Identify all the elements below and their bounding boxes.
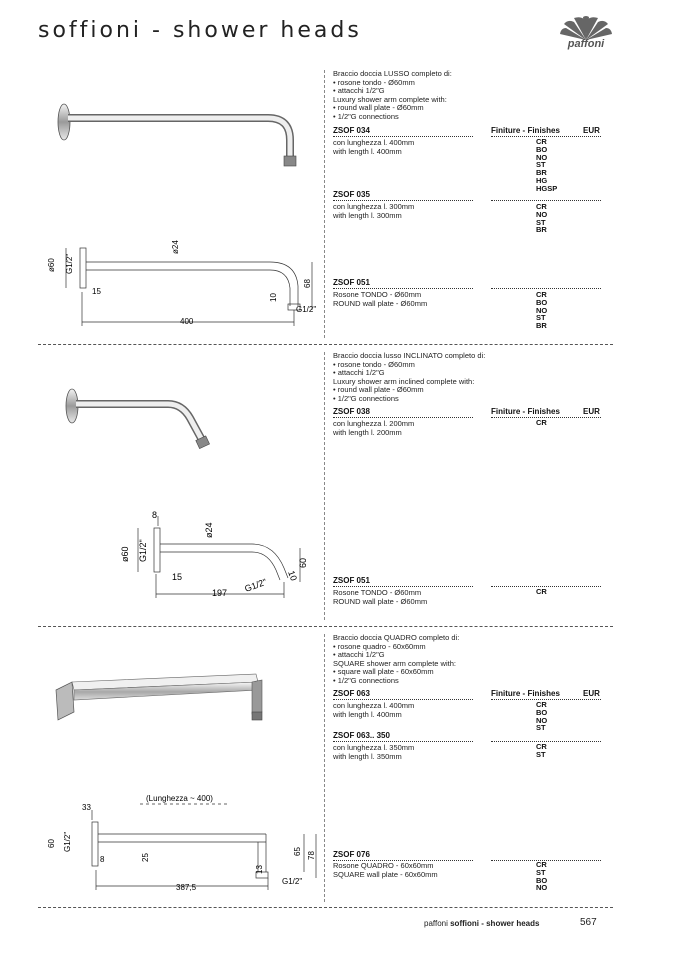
dim-length-note: (Lunghezza ~ 400) [146,794,213,803]
product-code: ZSOF 076 [333,850,370,859]
dim-plate-depth: 8 [100,855,105,864]
dim-diameter-tube: ø24 [171,240,180,254]
product-length: con lunghezza l. 400mm with length l. 400mm [333,701,415,719]
dim-diameter-tube: ø24 [204,522,214,538]
brand-logo [556,14,616,54]
finish-codes: CR BO NO ST [536,700,548,733]
dim-thread: G1/2" [63,831,72,852]
footer-label: paffoni soffioni - shower heads [424,919,540,928]
eur-header: EUR [583,689,600,698]
dim-plate-size: 60 [47,839,56,848]
dim-height: 60 [298,557,308,568]
dim-outlet-thread: G1/2" [296,305,317,314]
dim-diameter-plate: ø60 [47,258,56,272]
product-code: ZSOF 038 [333,407,370,416]
shower-arm-photo-quadro [48,660,278,732]
dim-plate-depth: 15 [172,572,183,582]
finish-codes: CR BO NO ST BR HG HGSP [536,137,558,193]
finish-codes: CR ST BO NO [536,860,548,893]
product-code: ZSOF 034 [333,126,370,135]
dim-outlet-thread: G1/2" [282,877,303,886]
dim-plate-thickness: 8 [152,510,158,520]
dim-thread: G1/2" [65,253,74,274]
product-length: Rosone TONDO - Ø60mm ROUND wall plate - Ø60mm [333,290,428,308]
finishes-header: Finiture - Finishes [491,689,560,698]
product-code: ZSOF 063.. 350 [333,731,390,740]
finish-codes: CR BO NO ST BR [536,290,548,331]
product-code: ZSOF 051 [333,278,370,287]
product-length: con lunghezza l. 350mm with length l. 350mm [333,743,415,761]
section-divider [38,344,613,345]
product-code: ZSOF 051 [333,576,370,585]
finish-codes: CR [536,418,547,427]
finish-codes: CR ST [536,742,547,759]
eur-header: EUR [583,126,600,135]
product-length: con lunghezza l. 200mm with length l. 200mm [333,419,415,437]
page-title: soffioni - shower heads [38,18,362,43]
dim-nozzle: 13 [255,865,264,874]
product-description: Braccio doccia QUADRO completo di: • rosone quadro - 60x60mm • attacchi 1/2"G SQUARE shower arm complete with: • square wall plate - 60x60mm • 1/2"G connections [333,633,460,685]
finishes-header: Finiture - Finishes [491,407,560,416]
technical-drawing-inclinato [112,506,312,602]
dim-diameter-plate: ø60 [120,546,130,562]
eur-header: EUR [583,407,600,416]
product-code: ZSOF 035 [333,190,370,199]
product-code: ZSOF 063 [333,689,370,698]
dim-length: 400 [180,317,194,326]
page-number: 567 [580,917,597,928]
logo-wordmark: paffoni [567,38,605,50]
column-divider [324,352,325,620]
dim-thread: G1/2" [138,539,148,562]
dim-length: 387,5 [176,883,197,892]
dim-outlet-thread: G1/2" [243,576,269,594]
finishes-header: Finiture - Finishes [491,126,560,135]
product-description: Braccio doccia lusso INCLINATO completo di: • rosone tondo - Ø60mm • attacchi 1/2"G Luxury shower arm inclined complete with: • round wall plate - Ø60mm • 1/2"G connections [333,351,486,403]
technical-drawing-lusso [40,232,325,332]
technical-drawing-quadro [40,790,325,896]
dim-length: 197 [212,588,228,598]
footer-divider [38,907,613,908]
dim-nozzle: 10 [286,569,299,583]
finish-codes: CR NO ST BR [536,202,548,235]
product-length: con lunghezza l. 300mm with length l. 300mm [333,202,415,220]
dim-height: 68 [303,279,312,288]
dim-nozzle: 10 [269,293,278,302]
finish-codes: CR [536,587,547,596]
product-description: Braccio doccia LUSSO completo di: • rosone tondo - Ø60mm • attacchi 1/2"G Luxury shower arm complete with: • round wall plate - Ø60mm • 1/2"G connections [333,69,452,121]
product-length: con lunghezza l. 400mm with length l. 400mm [333,138,415,156]
section-divider [38,626,613,627]
shower-arm-photo-lusso [50,96,310,176]
product-length: Rosone QUADRO - 60x60mm SQUARE wall plate - 60x60mm [333,861,438,879]
dim-plate-thickness: 33 [82,803,91,812]
dim-tube-size: 25 [141,853,150,862]
dim-total-height: 78 [307,851,316,860]
shower-arm-photo-inclinato [58,384,218,456]
product-length: Rosone TONDO - Ø60mm ROUND wall plate - Ø60mm [333,588,428,606]
dim-plate-depth: 15 [92,287,101,296]
dim-height: 65 [293,847,302,856]
